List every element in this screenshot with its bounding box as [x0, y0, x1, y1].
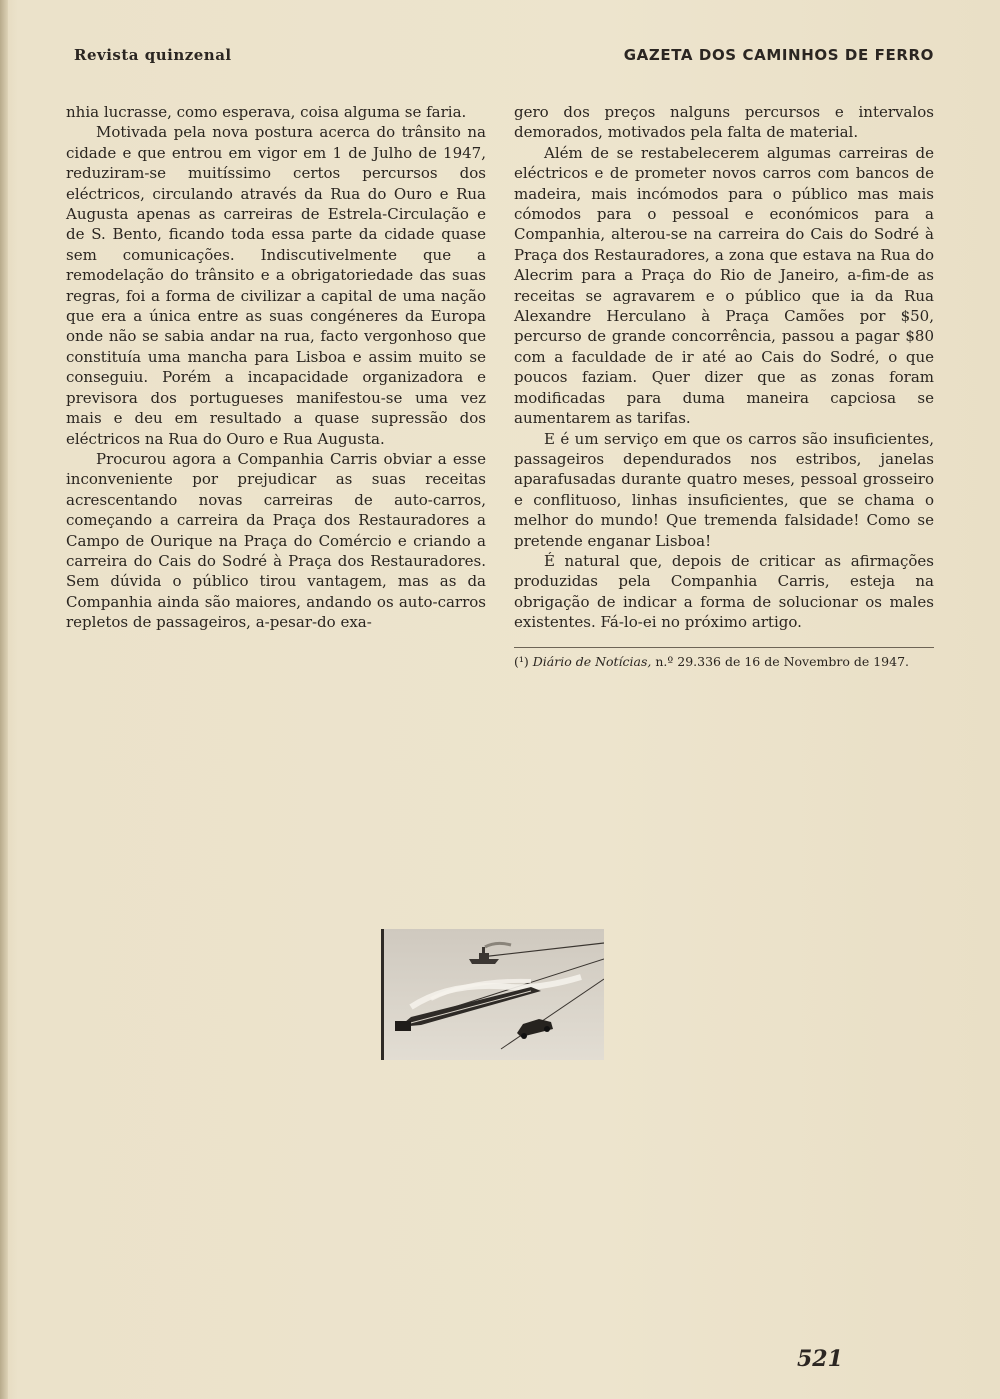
page-edge	[0, 0, 8, 1399]
running-header-left: Revista quinzenal	[74, 46, 232, 64]
footnote	[514, 647, 934, 670]
paragraph: nhia lucrasse, como esperava, coisa alguma se faria.	[66, 103, 467, 121]
footnote-text: n.º 29.336 de 16 de Novembro de 1947.	[655, 653, 909, 669]
page-number: 521	[797, 1346, 843, 1372]
paragraph: É natural que, depois de criticar as afirmações produzidas pela Companhia Carris, esteja na obrigação de indicar a forma de solucionar os males existentes. Fá-lo-ei no próximo artigo.	[514, 551, 934, 632]
paragraph: Além de se restabelecerem algumas carreiras de eléctricos e de prometer novos carros com bancos de madeira, mais incómodos para o público mas mais cómodos para o pessoal e económicos para a Companhia, alterou-se na carreira do Cais do Sodré à Praça dos Restauradores, a zona que estava na Rua do Alecrim para a Praça do Rio de Janeiro, a-fim-de as receitas se agravarem e o público que ia da Rua Alexandre Herculano à Praça Camões por $50, percurso de grande concorrência, passou a pagar $80 com a faculdade de ir até ao Cais do Sodré, o que poucos faziam. Quer dizer que as zonas foram modificadas para duma maneira capciosa se aumentarem as tarifas.	[514, 143, 934, 428]
paragraph: Procurou agora a Companhia Carris obviar a esse inconveniente por prejudicar as suas receitas acrescentando novas carreiras de auto-carros, começando a carreira da Praça dos Restauradores a Campo de Ourique na Praça do Comércio e criando a carreira do Cais do Sodré à Praça dos Restauradores. Sem dúvida o público tirou vantagem, mas as da Companhia ainda são maiores, andando os auto-carros repletos de passageiros, a-pesar-do exa-	[66, 449, 486, 632]
illustration-drawing	[381, 929, 604, 1060]
paragraph: E é um serviço em que os carros são insuficientes, passageiros dependurados nos estribos, janelas aparafusadas durante quatro meses, pessoal grosseiro e conflituoso, linhas insuficientes, que se chama o melhor do mundo! Que tremenda falsidade! Como se pretende enganar Lisboa!	[514, 429, 934, 550]
footnote-marker: (¹)	[514, 653, 529, 669]
left-column	[66, 102, 486, 633]
right-column	[514, 102, 934, 670]
paragraph: Motivada pela nova postura acerca do trânsito na cidade e que entrou em vigor em 1 de Julho de 1947, reduziram-se muitíssimo certos percursos dos eléctricos, circulando através da Rua do Ouro e Rua Augusta apenas as carreiras de Estrela-Circulação e de S. Bento, ficando toda essa parte da cidade quase sem comunicações. Indiscutivelmente que a remodelação do trânsito e a obrigatoriedade das suas regras, foi a forma de civilizar a capital de uma nação que era a única entre as suas congéneres da Europa onde não se sabia andar na rua, facto vergonhoso que constituía uma mancha para Lisboa e assim muito se conseguiu. Porém a incapacidade organizadora e previsora dos portugueses manifestou-se uma vez mais e deu em resultado a quase supressão dos eléctricos na Rua do Ouro e Rua Augusta.	[66, 123, 486, 448]
paragraph: gero dos preços nalguns percursos e intervalos demorados, motivados pela falta de material.	[514, 103, 934, 142]
train-ship-car-illustration	[381, 929, 604, 1060]
running-header-right: GAZETA DOS CAMINHOS DE FERRO	[623, 46, 934, 64]
footnote-source: Diário de Notícias,	[532, 653, 652, 669]
